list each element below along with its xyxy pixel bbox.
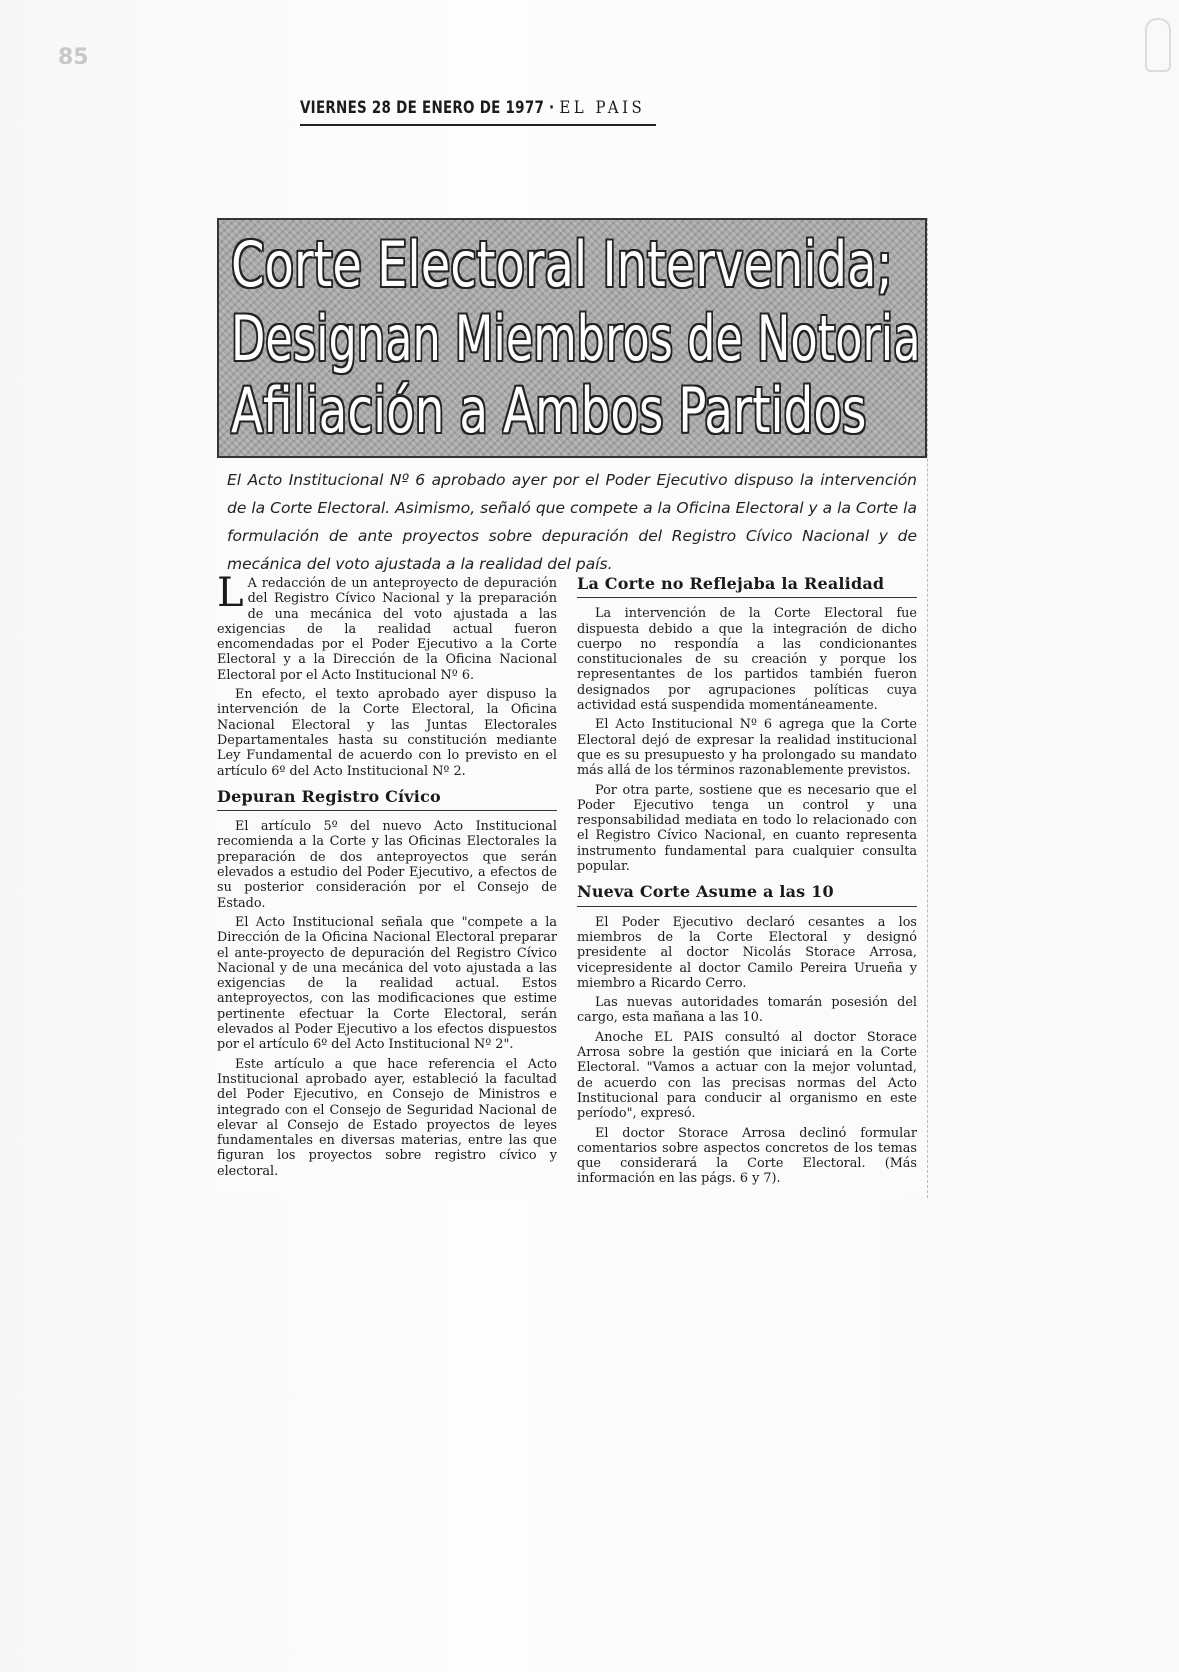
- publication-name: EL PAIS: [559, 98, 646, 118]
- paragraph: La intervención de la Corte Electoral fue dispuesta debido a que la integración de dicho cuerpo no respondía a las condicionantes constitucionales de su creación y porque los representantes de los partidos también fueron designados por agrupaciones políticas cuya actividad está suspendida momentáneamente.: [577, 606, 917, 714]
- dateline-rule: [300, 124, 656, 126]
- corner-page-number: 85: [58, 45, 89, 70]
- paragraph: Las nuevas autoridades tomarán posesión del cargo, esta mañana a las 10.: [577, 995, 917, 1026]
- paragraph: El Poder Ejecutivo declaró cesantes a los miembros de la Corte Electoral y designó presidente al doctor Nicolás Storace Arrosa, vicepresidente al doctor Camilo Pereira Urueña y miembro a Ricardo Cerro.: [577, 914, 917, 991]
- news-clipping: [217, 218, 928, 1198]
- dateline-separator: ·: [549, 98, 555, 118]
- paragraph: El artículo 5º del nuevo Acto Institucional recomienda a la Corte y las Oficinas Electorales la preparación de dos anteproyectos que serán elevados a estudio del Poder Ejecutivo, a efectos de su posterior consideración por el Consejo de Estado.: [217, 819, 557, 911]
- headline-box: [217, 218, 927, 458]
- headline-line-2: Designan Miembros de Notoria: [231, 302, 921, 375]
- dateline: [300, 98, 645, 118]
- paragraph: El doctor Storace Arrosa declinó formular comentarios sobre aspectos concretos de los temas que considerará la Corte Electoral. (Más información en las págs. 6 y 7).: [577, 1125, 917, 1187]
- subhead-corte: La Corte no Reflejaba la Realidad: [577, 576, 917, 598]
- article-column-left: [217, 570, 557, 1183]
- headline-line-1: Corte Electoral Intervenida;: [231, 228, 893, 301]
- paragraph: El Acto Institucional señala que "compete a la Dirección de la Oficina Nacional Electoral preparar el ante-proyecto de depuración del Registro Cívico Nacional y de una mecánica del voto ajustada a las exigencias de la realidad actual. Estos anteproyectos, con las modificaciones que estime pertinente efectuar la Corte Electoral, serán elevados al Poder Ejecutivo a los efectos dispuestos por el artículo 6º del Acto Institucional Nº 2".: [217, 914, 557, 1053]
- subhead-nueva-corte: Nueva Corte Asume a las 10: [577, 884, 917, 906]
- dateline-date: VIERNES 28 DE ENERO DE 1977: [300, 98, 545, 118]
- headline-line-3: Afiliación a Ambos Partidos: [231, 374, 867, 447]
- paragraph: L A redacción de un anteproyecto de depuración del Registro Cívico Nacional y la preparación de una mecánica del voto ajustada a las exigencias de la realidad actual fueron encomendadas por el Poder Ejecutivo a la Corte Electoral y a la Dirección de la Oficina Nacional Electoral por el Acto Institucional Nº 6.: [217, 570, 557, 683]
- subhead-depuran: Depuran Registro Cívico: [217, 789, 557, 811]
- paragraph: Este artículo a que hace referencia el Acto Institucional aprobado ayer, estableció la facultad del Poder Ejecutivo, en Consejo de Ministros e integrado con el Consejo de Seguridad Nacional de elevar al Consejo de Estado proyectos de leyes fundamentales en diversas materias, entre las que figuran los proyectos sobre registro cívico y electoral.: [217, 1056, 557, 1179]
- paper-clip-mark: [1145, 18, 1171, 72]
- paragraph: El Acto Institucional Nº 6 agrega que la Corte Electoral dejó de expresar la realidad institucional que es su presupuesto y ha prolongado su mandato más allá de los términos razonablemente previstos.: [577, 717, 917, 779]
- paragraph: Anoche EL PAIS consultó al doctor Storace Arrosa sobre la gestión que iniciará en la Corte Electoral. "Vamos a actuar con la mejor voluntad, de acuerdo con las precisas normas del Acto Institucional para conducir al organismo en este período", expresó.: [577, 1029, 917, 1122]
- article-lede: El Acto Institucional Nº 6 aprobado ayer por el Poder Ejecutivo dispuso la intervención de la Corte Electoral. Asimismo, señaló que compete a la Oficina Electoral y a la Corte la formulación de ante proyectos sobre depuración del Registro Cívico Nacional y de mecánica del voto ajustada a la realidad del país.: [227, 471, 917, 573]
- paragraph: Por otra parte, sostiene que es necesario que el Poder Ejecutivo tenga un control y una responsabilidad mediata en todo lo relacionado con el Registro Cívico Nacional, en cuanto representa instrumento fundamental para cualquier consulta popular.: [577, 782, 917, 875]
- article-column-right: [577, 576, 917, 1191]
- drop-cap: L: [217, 570, 244, 616]
- paragraph: En efecto, el texto aprobado ayer dispuso la intervención de la Corte Electoral, la Oficina Nacional Electoral y las Juntas Electorales Departamentales hasta su constitución mediante Ley Fundamental de acuerdo con lo previsto en el artículo 6º del Acto Institucional Nº 2.: [217, 687, 557, 779]
